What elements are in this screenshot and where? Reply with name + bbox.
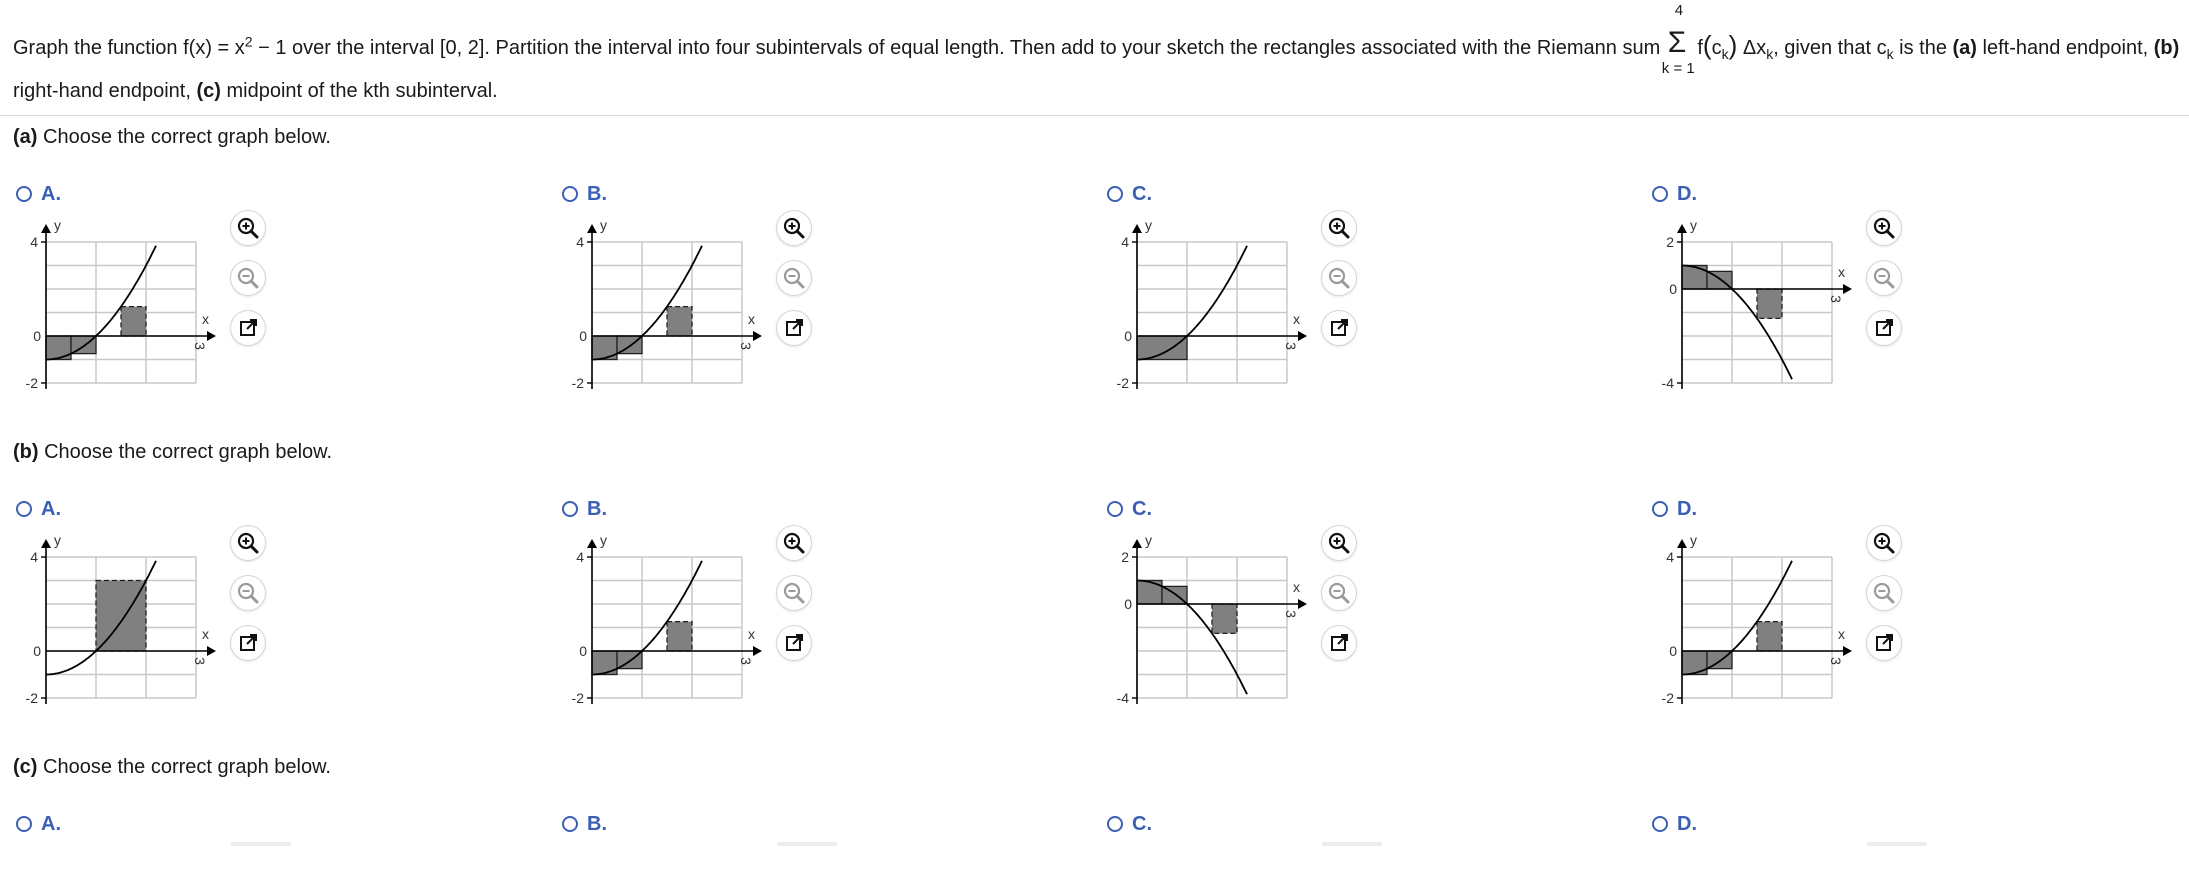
x-axis-label: x — [1838, 264, 1845, 280]
radio-button[interactable] — [1107, 816, 1123, 832]
x-axis-label: x — [202, 626, 209, 642]
graph-placeholder — [231, 842, 291, 846]
riemann-graph — [1646, 525, 1876, 720]
radio-button[interactable] — [16, 816, 32, 832]
y-min-tick-label: -2 — [1116, 375, 1129, 391]
zoom-in-button[interactable] — [777, 211, 811, 245]
riemann-rectangles — [96, 581, 146, 652]
divider — [0, 115, 2189, 116]
y-max-tick-label: 2 — [1121, 549, 1129, 565]
zoom-out-icon — [777, 261, 811, 295]
zoom-out-button[interactable] — [1322, 576, 1356, 610]
option-letter: A. — [41, 498, 61, 520]
option-letter: C. — [1132, 183, 1152, 205]
popout-button[interactable] — [1322, 626, 1356, 660]
x-tick-label: 3 — [1828, 295, 1844, 303]
y-min-tick-label: -2 — [25, 375, 38, 391]
x-tick-label: 3 — [1283, 610, 1299, 618]
y-zero-tick-label: 0 — [1669, 643, 1677, 659]
radio-button[interactable] — [1652, 816, 1668, 832]
riemann-rectangle — [1757, 289, 1782, 318]
riemann-graph — [1101, 525, 1331, 720]
zoom-out-button[interactable] — [231, 261, 265, 295]
riemann-graph — [10, 525, 240, 720]
x-axis-label: x — [748, 311, 755, 327]
graph-placeholder — [777, 842, 837, 846]
riemann-rectangle — [667, 622, 692, 651]
graph-axes — [1677, 539, 1852, 704]
riemann-rectangles — [1137, 336, 1187, 360]
x-tick-label: 3 — [738, 657, 754, 665]
y-axis-label: y — [1145, 217, 1152, 233]
zoom-out-button[interactable] — [777, 261, 811, 295]
y-min-tick-label: -4 — [1116, 690, 1129, 706]
zoom-out-icon — [231, 261, 265, 295]
riemann-graph — [1101, 210, 1331, 405]
riemann-graph — [556, 210, 786, 405]
popout-icon — [1322, 626, 1356, 660]
x-axis-label: x — [1293, 579, 1300, 595]
zoom-out-icon — [777, 576, 811, 610]
y-min-tick-label: -2 — [25, 690, 38, 706]
x-tick-label: 3 — [192, 657, 208, 665]
question-text: Graph the function $f(x) = x^2 - 1$ over the interval [0, 2]. Partition the interval into four subintervals of equal length. Then add to your sketch the rectangles associated with the Riemann sum 4 Σ k = 1 $f(c_k)$ $\Delta x_k$, given that $c_k$ is the (a) left-hand endpoint, (b) — [13, 2, 2180, 77]
option-letter: D. — [1677, 498, 1697, 520]
zoom-in-button[interactable] — [1322, 526, 1356, 560]
graph-placeholder — [1867, 842, 1927, 846]
zoom-in-icon — [1867, 526, 1901, 560]
x-tick-label: 3 — [192, 342, 208, 350]
riemann-graph — [1646, 210, 1876, 405]
riemann-rectangle — [96, 581, 146, 652]
x-axis-label: x — [1293, 311, 1300, 327]
zoom-in-icon — [231, 211, 265, 245]
radio-button[interactable] — [562, 816, 578, 832]
riemann-graph — [556, 525, 786, 720]
graph-axes — [587, 224, 762, 389]
y-max-tick-label: 4 — [30, 549, 38, 565]
y-axis-label: y — [600, 217, 607, 233]
y-zero-tick-label: 0 — [33, 643, 41, 659]
option-letter: C. — [1132, 813, 1152, 835]
popout-icon — [231, 626, 265, 660]
zoom-out-button[interactable] — [1867, 261, 1901, 295]
question-text-line2: right-hand endpoint, (c) midpoint of the kth subinterval. — [13, 80, 498, 102]
zoom-in-button[interactable] — [231, 526, 265, 560]
riemann-rectangle — [1212, 604, 1237, 633]
x-tick-label: 3 — [1828, 657, 1844, 665]
zoom-out-icon — [1322, 261, 1356, 295]
part-c-label: (c) Choose the correct graph below. — [13, 756, 331, 778]
option-letter: B. — [587, 498, 607, 520]
radio-button[interactable] — [16, 186, 32, 202]
zoom-in-button[interactable] — [231, 211, 265, 245]
graph-axes — [41, 224, 216, 389]
riemann-rectangle — [667, 307, 692, 336]
part-b-label: (b) Choose the correct graph below. — [13, 441, 333, 463]
y-max-tick-label: 2 — [1666, 234, 1674, 250]
zoom-in-icon — [1867, 211, 1901, 245]
graph-axes — [587, 539, 762, 704]
option-letter: A. — [41, 813, 61, 835]
y-axis-label: y — [1690, 217, 1697, 233]
zoom-in-button[interactable] — [1867, 211, 1901, 245]
y-axis-label: y — [600, 532, 607, 548]
x-tick-label: 3 — [738, 342, 754, 350]
radio-button[interactable] — [1107, 186, 1123, 202]
popout-button[interactable] — [777, 311, 811, 345]
zoom-in-icon — [777, 526, 811, 560]
y-max-tick-label: 4 — [30, 234, 38, 250]
y-zero-tick-label: 0 — [579, 643, 587, 659]
radio-button[interactable] — [1107, 501, 1123, 517]
y-min-tick-label: -2 — [571, 690, 584, 706]
zoom-in-button[interactable] — [777, 526, 811, 560]
sigma-notation: 4 Σ k = 1 — [1661, 2, 1695, 77]
y-zero-tick-label: 0 — [1669, 281, 1677, 297]
y-max-tick-label: 4 — [1666, 549, 1674, 565]
popout-button[interactable] — [1322, 311, 1356, 345]
zoom-in-icon — [777, 211, 811, 245]
graph-placeholder — [1322, 842, 1382, 846]
zoom-out-icon — [1867, 261, 1901, 295]
zoom-out-button[interactable] — [777, 576, 811, 610]
option-letter: D. — [1677, 813, 1697, 835]
popout-icon — [777, 311, 811, 345]
y-axis-label: y — [54, 532, 61, 548]
zoom-out-icon — [1322, 576, 1356, 610]
part-a-label: (a) Choose the correct graph below. — [13, 126, 331, 148]
radio-button[interactable] — [562, 186, 578, 202]
popout-button[interactable] — [1867, 626, 1901, 660]
y-zero-tick-label: 0 — [1124, 328, 1132, 344]
y-min-tick-label: -2 — [571, 375, 584, 391]
y-max-tick-label: 4 — [576, 234, 584, 250]
zoom-out-button[interactable] — [1867, 576, 1901, 610]
zoom-out-button[interactable] — [231, 576, 265, 610]
option-letter: B. — [587, 183, 607, 205]
popout-icon — [1322, 311, 1356, 345]
y-axis-label: y — [1690, 532, 1697, 548]
y-max-tick-label: 4 — [576, 549, 584, 565]
x-axis-label: x — [202, 311, 209, 327]
riemann-rectangle — [1137, 336, 1187, 360]
y-axis-label: y — [54, 217, 61, 233]
popout-button[interactable] — [777, 626, 811, 660]
y-min-tick-label: -2 — [1661, 690, 1674, 706]
y-zero-tick-label: 0 — [33, 328, 41, 344]
radio-button[interactable] — [1652, 186, 1668, 202]
x-axis-label: x — [748, 626, 755, 642]
popout-icon — [231, 311, 265, 345]
zoom-out-icon — [1867, 576, 1901, 610]
riemann-rectangle — [1757, 622, 1782, 651]
radio-button[interactable] — [16, 501, 32, 517]
zoom-in-icon — [231, 526, 265, 560]
popout-icon — [1867, 626, 1901, 660]
y-min-tick-label: -4 — [1661, 375, 1674, 391]
option-letter: C. — [1132, 498, 1152, 520]
popout-icon — [777, 626, 811, 660]
popout-button[interactable] — [231, 626, 265, 660]
y-axis-label: y — [1145, 532, 1152, 548]
option-letter: B. — [587, 813, 607, 835]
y-zero-tick-label: 0 — [1124, 596, 1132, 612]
zoom-out-icon — [231, 576, 265, 610]
zoom-out-button[interactable] — [1322, 261, 1356, 295]
popout-button[interactable] — [1867, 311, 1901, 345]
x-tick-label: 3 — [1283, 342, 1299, 350]
zoom-in-button[interactable] — [1322, 211, 1356, 245]
zoom-in-icon — [1322, 211, 1356, 245]
riemann-rectangle — [121, 307, 146, 336]
popout-icon — [1867, 311, 1901, 345]
option-letter: A. — [41, 183, 61, 205]
y-max-tick-label: 4 — [1121, 234, 1129, 250]
riemann-graph — [10, 210, 240, 405]
graph-grid — [1137, 242, 1287, 383]
popout-button[interactable] — [231, 311, 265, 345]
radio-button[interactable] — [562, 501, 578, 517]
y-zero-tick-label: 0 — [579, 328, 587, 344]
x-axis-label: x — [1838, 626, 1845, 642]
graph-axes — [1132, 224, 1307, 389]
zoom-in-button[interactable] — [1867, 526, 1901, 560]
option-letter: D. — [1677, 183, 1697, 205]
radio-button[interactable] — [1652, 501, 1668, 517]
zoom-in-icon — [1322, 526, 1356, 560]
